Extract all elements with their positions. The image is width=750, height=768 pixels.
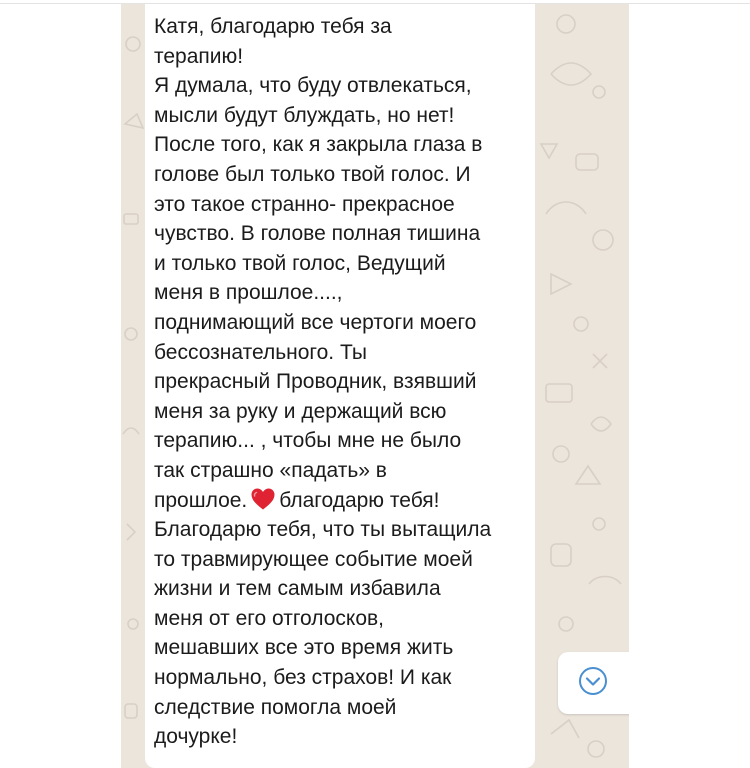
- message-line: Благодарю тебя, что ты вытащила: [154, 518, 492, 542]
- message-line: меня в прошлое....,: [154, 281, 343, 305]
- chevron-down-circle-icon: [578, 666, 608, 696]
- message-line-with-heart: [154, 486, 534, 516]
- message-line: мешавших все это время жить: [154, 636, 454, 660]
- message-line: меня от его отголосков,: [154, 606, 384, 630]
- red-heart-icon: [250, 487, 276, 511]
- message-line: чувство. В голове полная тишина: [154, 222, 481, 246]
- message-line: это такое странно- прекрасное: [154, 192, 455, 216]
- message-line: После того, как я закрыла глаза в: [154, 133, 483, 157]
- chat-background[interactable]: [121, 4, 629, 768]
- message-line: меня за руку и держащий всю: [154, 399, 447, 423]
- message-bubble[interactable]: [145, 4, 535, 768]
- message-line: Я думала, что буду отвлекаться,: [154, 74, 472, 98]
- message-line: и только твой голос, Ведущий: [154, 251, 446, 275]
- message-line: следствие помогла моей: [154, 695, 397, 719]
- message-line: прекрасный Проводник, взявший: [154, 370, 477, 394]
- heart-line-before: прошлое.: [154, 488, 248, 512]
- message-line: терапию!: [154, 44, 244, 68]
- message-line: нормально, без страхов! И как: [154, 666, 452, 690]
- message-line: бессознательного. Ты: [154, 340, 367, 364]
- message-line: мысли будут блуждать, но нет!: [154, 103, 455, 127]
- message-line: жизни и тем самым избавила: [154, 577, 441, 601]
- message-line: дочурке!: [154, 725, 238, 749]
- message-line: так страшно «падать» в: [154, 458, 387, 482]
- message-line: терапию... , чтобы мне не было: [154, 429, 462, 453]
- message-line: Катя, благодарю тебя за: [154, 15, 392, 38]
- heart-line-after: благодарю тебя!: [279, 488, 440, 512]
- scroll-to-bottom-button[interactable]: [558, 652, 629, 714]
- message-line: поднимающий все чертоги моего: [154, 310, 477, 334]
- message-line: то травмирующее событие моей: [154, 547, 473, 571]
- message-text: [154, 12, 534, 752]
- message-line: голове был только твой голос. И: [154, 162, 471, 186]
